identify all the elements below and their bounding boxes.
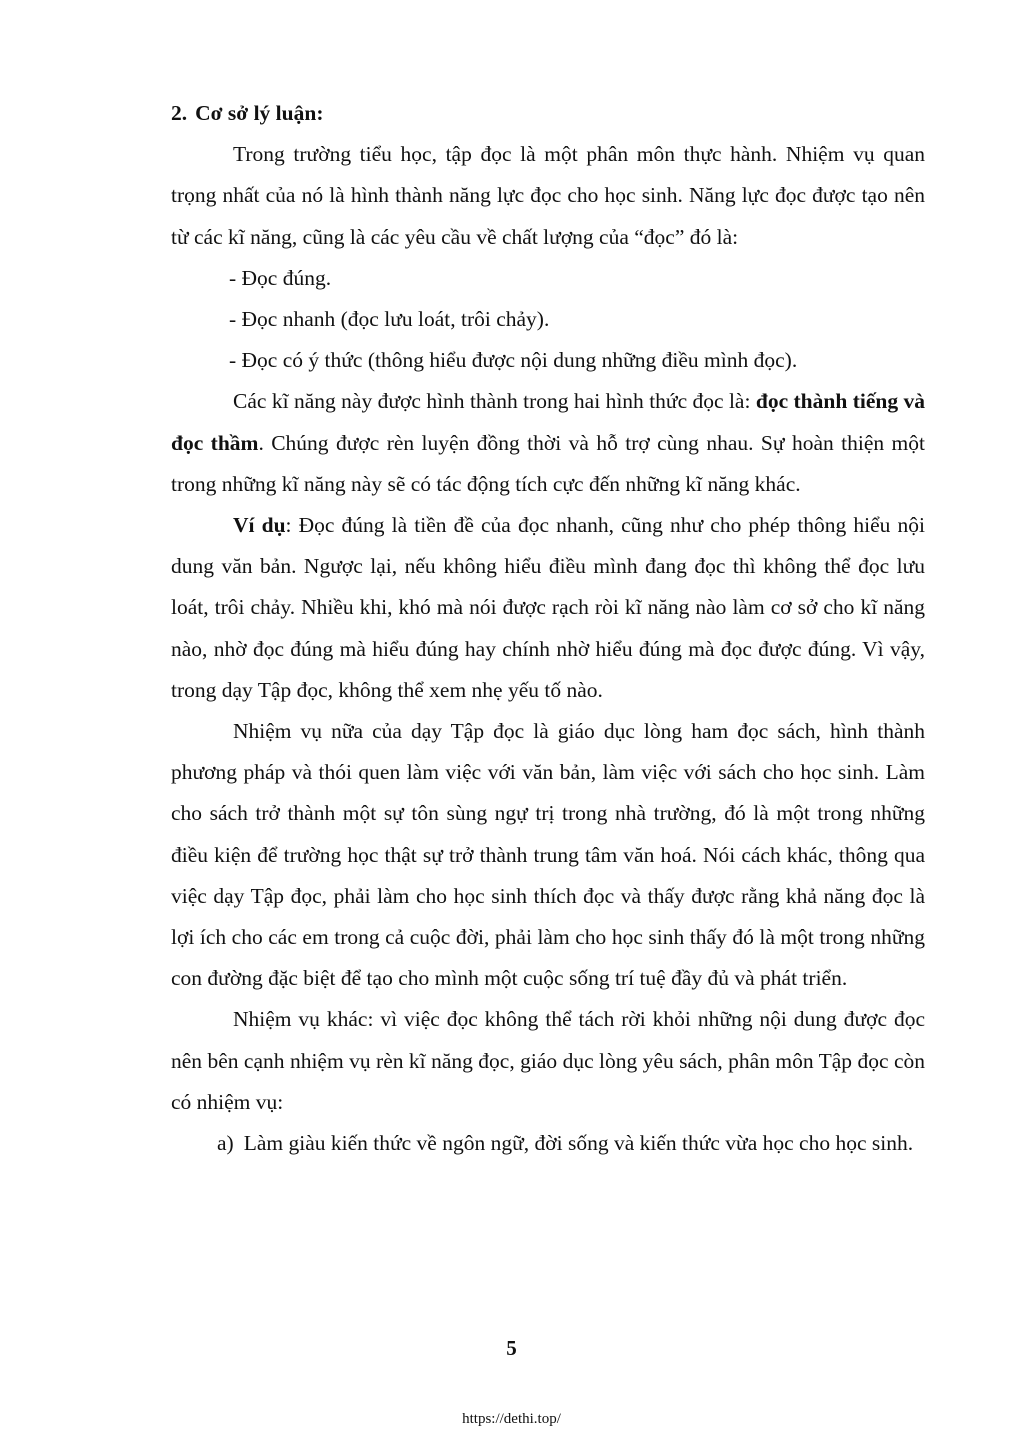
list-item-text: Làm giàu kiến thức về ngôn ngữ, đời sống và kiến thức vừa học cho học sinh. [243, 1131, 914, 1156]
bullet-item: - Đọc đúng. [229, 265, 332, 290]
bullet-item: - Đọc nhanh (đọc lưu loát, trôi chảy). [229, 307, 550, 332]
paragraph-example [171, 505, 925, 711]
paragraph-reading-forms [171, 381, 925, 505]
paragraph-text: . Chúng được rèn luyện đồng thời và hỗ trợ cùng nhau. Sự hoàn thiện một trong những kĩ năng này sẽ có tác động tích cực đến những kĩ năng khác. [171, 430, 925, 496]
paragraph-text: : Đọc đúng là tiền đề của đọc nhanh, cũng như cho phép thông hiểu nội dung văn bản. Ngược lại, nếu không hiểu điều mình đang đọc thì không thể đọc lưu loát, trôi chảy. Nhiều khi, khó mà nói được rạch ròi kĩ năng nào làm cơ sở cho kĩ năng nào, nhờ đọc đúng mà hiểu đúng hay chính nhờ hiểu đúng mà đọc được đúng. Vì vậy, trong dạy Tập đọc, không thể xem nhẹ yếu tố nào. [171, 513, 925, 702]
example-label: Ví dụ [233, 513, 286, 538]
paragraph-task: Nhiệm vụ nữa của dạy Tập đọc là giáo dục lòng ham đọc sách, hình thành phương pháp và thói quen làm việc với văn bản, làm việc với sách cho học sinh. Làm cho sách trở thành một sự tôn sùng ngự trị trong nhà trường, đó là một trong những điều kiện để trường học thật sự trở thành trung tâm văn hoá. Nói cách khác, thông qua việc dạy Tập đọc, phải làm cho học sinh thích đọc và thấy được rằng khả năng đọc là lợi ích cho các em trong cả cuộc đời, phải làm cho học sinh thấy đó là một trong những con đường đặc biệt để tạo cho mình một cuộc sống trí tuệ đầy đủ và phát triển. [171, 719, 925, 991]
list-marker: a) [217, 1131, 234, 1156]
section-heading [171, 93, 925, 134]
page-number: 5 [506, 1336, 517, 1360]
paragraph-intro: Trong trường tiểu học, tập đọc là một phân môn thực hành. Nhiệm vụ quan trọng nhất của nó là hình thành năng lực đọc cho học sinh. Năng lực đọc được tạo nên từ các kĩ năng, cũng là các yêu cầu về chất lượng của “đọc” đó là: [171, 142, 925, 249]
document-body [171, 93, 925, 1164]
paragraph-text: Các kĩ năng này được hình thành trong hai hình thức đọc là: [233, 389, 756, 414]
bold-phrase: đọc thành tiếng và đọc thầm [171, 389, 925, 455]
bullet-item: - Đọc có ý thức (thông hiểu được nội dung những điều mình đọc). [229, 348, 798, 373]
list-item-a [171, 1123, 925, 1164]
footer-url: https://dethi.top/ [462, 1411, 561, 1427]
paragraph-other-task: Nhiệm vụ khác: vì việc đọc không thể tách rời khỏi những nội dung được đọc nên bên cạnh nhiệm vụ rèn kĩ năng đọc, giáo dục lòng yêu sách, phân môn Tập đọc còn có nhiệm vụ: [171, 1007, 925, 1114]
section-number: 2. [171, 101, 188, 125]
section-title: Cơ sở lý luận: [195, 101, 324, 125]
